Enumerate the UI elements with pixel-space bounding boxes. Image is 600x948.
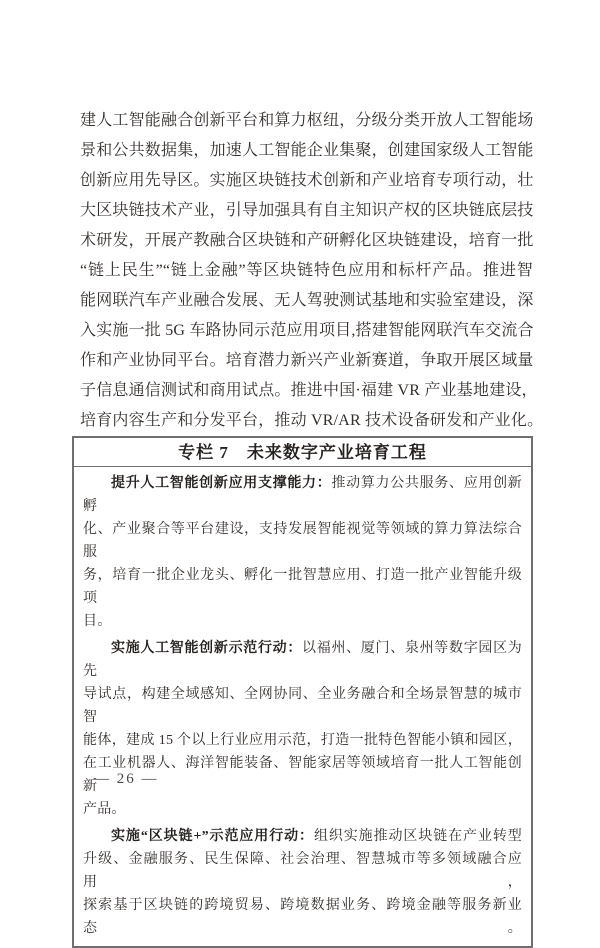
- panel-line: 能体，建成 15 个以上行业应用示范，打造一批特色智能小镇和园区，: [83, 733, 522, 748]
- paragraph-text: 推动算力公共服务、应用创新孵: [83, 476, 523, 514]
- body-line: “链上民生”“链上金融”等区块链特色应用和标杆产品。推进智: [80, 262, 533, 279]
- panel-line: 产品。: [83, 802, 126, 817]
- body-line: 景和公共数据集，加速人工智能企业集聚，创建国家级人工智能: [80, 142, 534, 159]
- body-paragraph: [80, 106, 544, 436]
- panel-line: 导试点，构建全域感知、全网协同、全业务融合和全场景智慧的城市智: [83, 687, 522, 725]
- panel-paragraph-1: [83, 472, 522, 633]
- paragraph-text: 以福州、厦门、泉州等数字园区为先: [83, 641, 522, 679]
- body-line: 创新应用先导区。实施区块链技术创新和产业培育专项行动，壮: [80, 172, 534, 189]
- panel-paragraph-2: [83, 637, 522, 821]
- panel-title: 专栏 7 未来数字产业培育工程: [74, 438, 531, 467]
- panel-line: [83, 637, 522, 683]
- paragraph-lead: 提升人工智能创新应用支撑能力：: [111, 476, 332, 491]
- body-line: 子信息通信测试和商用试点。推进中国·福建 VR 产业基地建设，: [80, 382, 538, 399]
- body-line: 术研发，开展产教融合区块链和产研孵化区块链建设，培育一批: [80, 232, 534, 249]
- paragraph-text: 组织实施推动区块链在产业转型: [313, 829, 522, 844]
- body-line: 能网联汽车产业融合发展、无人驾驶测试基地和实验室建设，深: [80, 292, 534, 309]
- panel-line: [83, 825, 522, 848]
- panel-line: 化、产业聚合等平台建设，支持发展智能视觉等领域的算力算法综合服: [83, 522, 522, 560]
- panel-paragraph-3: [83, 825, 522, 940]
- page-number: — 26 —: [94, 771, 159, 787]
- body-line: 入实施一批 5G 车路协同示范应用项目,搭建智能网联汽车交流合: [80, 322, 534, 339]
- panel-line: 探索基于区块链的跨境贸易、跨境数据业务、跨境金融等服务新业态。: [83, 898, 522, 936]
- body-line: 培育内容生产和分发平台，推动 VR/AR 技术设备研发和产业化。: [80, 412, 544, 429]
- panel-line: 目。: [83, 614, 112, 629]
- panel-line: 在工业机器人、海洋智能装备、智能家居等领域培育一批人工智能创新: [83, 756, 522, 794]
- feature-panel: [72, 436, 533, 948]
- body-line: 建人工智能融合创新平台和算力枢纽，分级分类开放人工智能场: [80, 112, 534, 129]
- panel-line: [83, 472, 522, 518]
- panel-body: [74, 467, 531, 946]
- panel-line: 升级、金融服务、民生保障、社会治理、智慧城市等多领域融合应用，: [83, 852, 522, 890]
- paragraph-lead: 实施人工智能创新示范行动：: [111, 641, 303, 656]
- body-line: 大区块链技术产业，引导加强具有自主知识产权的区块链底层技: [80, 202, 534, 219]
- body-line: 作和产业协同平台。培育潜力新兴产业新赛道，争取开展区域量: [80, 352, 534, 369]
- paragraph-lead: 实施“区块链+”示范应用行动：: [111, 829, 314, 844]
- panel-line: 务，培育一批企业龙头、孵化一批智慧应用、打造一批产业智能升级项: [83, 568, 522, 606]
